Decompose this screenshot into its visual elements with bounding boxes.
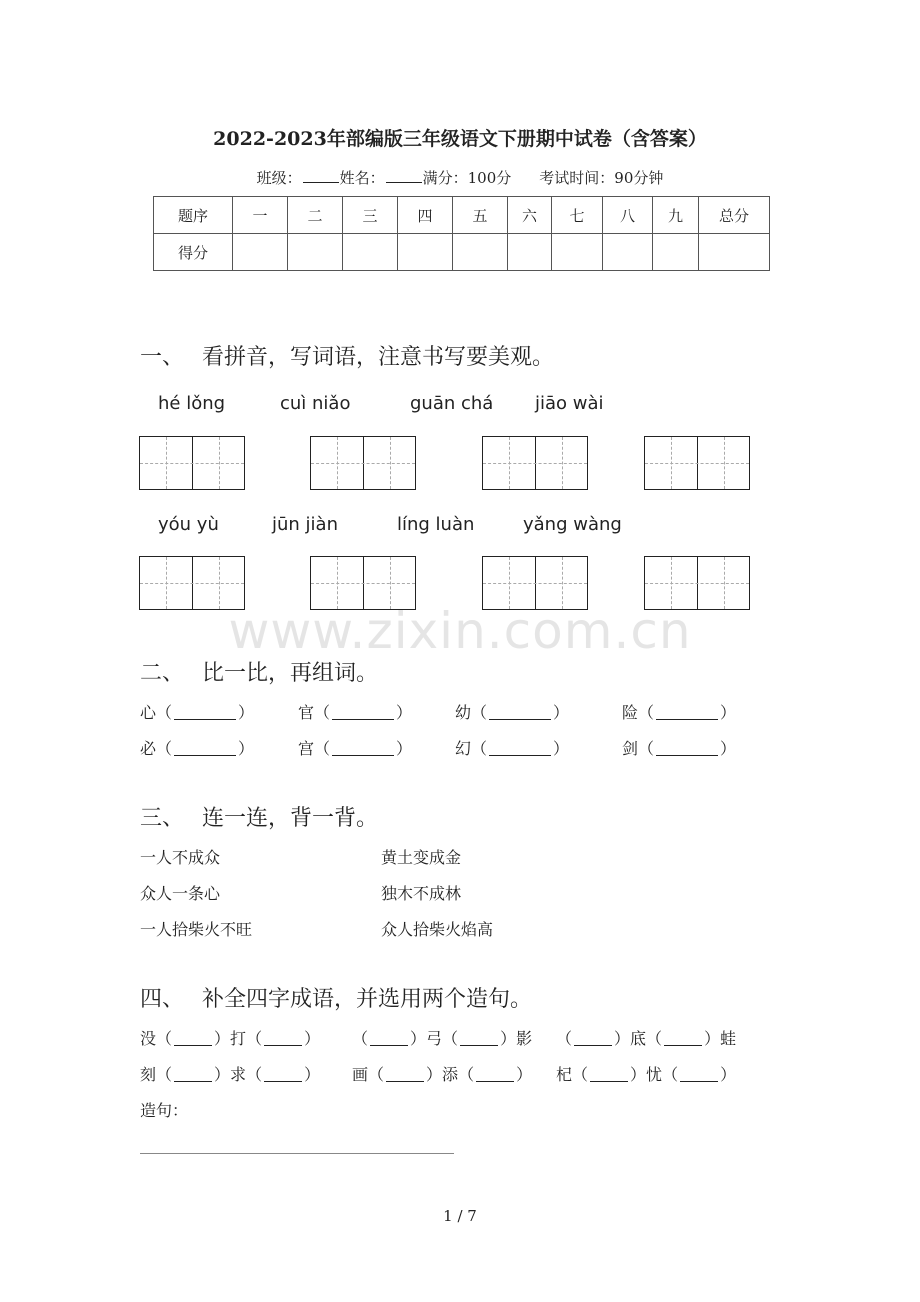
idiom-blank[interactable]: [574, 1033, 612, 1046]
answer-blank[interactable]: [489, 743, 551, 756]
idiom-item: （ ）弓（ ）影: [352, 1029, 533, 1048]
pinyin: cuì niǎo: [280, 393, 351, 414]
compare-item: 险（ ）: [622, 703, 737, 722]
idiom-char: 底: [630, 1029, 647, 1048]
pinyin: jūn jiàn: [272, 514, 338, 535]
header-cell: 五: [453, 197, 508, 234]
compare-char: 宫: [298, 739, 315, 758]
section-1-heading: [140, 340, 554, 371]
sentence-writing-line[interactable]: [140, 1153, 454, 1154]
idiom-char: 打: [230, 1029, 247, 1048]
section-3-heading: [140, 801, 378, 832]
name-label: 姓名：: [339, 169, 385, 187]
score-table-header-row: [154, 197, 770, 234]
section-title: 看拼音，写词语，注意书写要美观。: [202, 345, 555, 370]
score-cell[interactable]: [508, 234, 552, 271]
watermark: www.zixin.com.cn: [228, 602, 692, 660]
match-left-item[interactable]: 一人拾柴火不旺: [140, 920, 253, 939]
compare-char: 险: [622, 703, 639, 722]
exam-info: [0, 167, 920, 188]
sentence-label: 造句：: [140, 1101, 189, 1120]
writing-grid[interactable]: [139, 436, 245, 490]
header-cell: 八: [603, 197, 653, 234]
compare-item: 幼（ ）: [455, 703, 570, 722]
idiom-blank[interactable]: [370, 1033, 408, 1046]
answer-blank[interactable]: [174, 743, 236, 756]
idiom-char: 忧: [646, 1065, 663, 1084]
section-number: 三、: [140, 806, 185, 831]
answer-blank[interactable]: [656, 707, 718, 720]
pinyin: guān chá: [410, 393, 494, 414]
compare-char: 幼: [455, 703, 472, 722]
score-cell[interactable]: [398, 234, 453, 271]
section-number: 一、: [140, 345, 185, 370]
header-cell: 一: [233, 197, 288, 234]
score-cell[interactable]: [653, 234, 699, 271]
match-right-item[interactable]: 黄土变成金: [381, 848, 462, 867]
writing-grid[interactable]: [644, 436, 750, 490]
header-cell: 三: [343, 197, 398, 234]
section-2-heading: [140, 656, 378, 687]
compare-char: 心: [140, 703, 157, 722]
section-title: 比一比，再组词。: [202, 661, 379, 686]
idiom-blank[interactable]: [264, 1069, 302, 1082]
compare-item: 官（ ）: [298, 703, 413, 722]
idiom-blank[interactable]: [476, 1069, 514, 1082]
match-left-item[interactable]: 一人不成众: [140, 848, 221, 867]
answer-blank[interactable]: [332, 707, 394, 720]
idiom-char: 蛙: [720, 1029, 737, 1048]
idiom-blank[interactable]: [664, 1033, 702, 1046]
pinyin: jiāo wài: [535, 393, 604, 414]
header-cell: 四: [398, 197, 453, 234]
match-left-item[interactable]: 众人一条心: [140, 884, 221, 903]
section-number: 二、: [140, 661, 185, 686]
compare-item: 心（ ）: [140, 703, 255, 722]
compare-item: 剑（ ）: [622, 739, 737, 758]
answer-blank[interactable]: [332, 743, 394, 756]
idiom-blank[interactable]: [264, 1033, 302, 1046]
score-cell[interactable]: [552, 234, 603, 271]
compare-char: 幻: [455, 739, 472, 758]
idiom-item: 杞（ ）忧（ ）: [556, 1065, 737, 1084]
class-label: 班级：: [256, 169, 302, 187]
idiom-item: （ ）底（ ）蛙: [556, 1029, 737, 1048]
score-label: 满分：100分: [422, 169, 512, 187]
idiom-char: 影: [516, 1029, 533, 1048]
idiom-item: 刻（ ）求（ ）: [140, 1065, 321, 1084]
pinyin: líng luàn: [397, 514, 475, 535]
header-cell: 二: [288, 197, 343, 234]
section-title: 连一连，背一背。: [202, 806, 379, 831]
header-cell: 六: [508, 197, 552, 234]
section-title: 补全四字成语，并选用两个造句。: [202, 987, 533, 1012]
writing-grid[interactable]: [310, 436, 416, 490]
pinyin: hé lǒng: [158, 393, 226, 414]
page-title: 2022-2023年部编版三年级语文下册期中试卷（含答案）: [213, 128, 707, 150]
score-cell[interactable]: [233, 234, 288, 271]
idiom-char: 弓: [426, 1029, 443, 1048]
idiom-char: 杞: [556, 1065, 573, 1084]
score-cell[interactable]: [453, 234, 508, 271]
compare-item: 宫（ ）: [298, 739, 413, 758]
idiom-char: 求: [230, 1065, 247, 1084]
match-right-item[interactable]: 独木不成林: [381, 884, 462, 903]
idiom-char: 刻: [140, 1065, 157, 1084]
idiom-char: 添: [442, 1065, 459, 1084]
section-4-heading: [140, 982, 532, 1013]
score-table: [153, 196, 770, 271]
idiom-blank[interactable]: [590, 1069, 628, 1082]
score-cell[interactable]: [603, 234, 653, 271]
header-cell: 题序: [154, 197, 233, 234]
idiom-blank[interactable]: [174, 1069, 212, 1082]
pinyin: yóu yù: [158, 514, 219, 535]
header-cell: 九: [653, 197, 699, 234]
answer-blank[interactable]: [656, 743, 718, 756]
score-table-score-row: [154, 234, 770, 271]
header-cell: 七: [552, 197, 603, 234]
score-cell[interactable]: [288, 234, 343, 271]
class-blank[interactable]: [303, 182, 339, 183]
score-cell[interactable]: [699, 234, 770, 271]
pinyin: yǎng wàng: [523, 514, 622, 535]
compare-char: 官: [298, 703, 315, 722]
idiom-blank[interactable]: [460, 1033, 498, 1046]
writing-grid[interactable]: [482, 436, 588, 490]
time-label: 考试时间：90分钟: [539, 169, 664, 187]
compare-item: 幻（ ）: [455, 739, 570, 758]
idiom-char: 画: [352, 1065, 369, 1084]
answer-blank[interactable]: [174, 707, 236, 720]
idiom-blank[interactable]: [680, 1069, 718, 1082]
idiom-item: 没（ ）打（ ）: [140, 1029, 321, 1048]
idiom-char: 没: [140, 1029, 157, 1048]
header-cell: 总分: [699, 197, 770, 234]
idiom-blank[interactable]: [386, 1069, 424, 1082]
page-number: 1 / 7: [443, 1207, 477, 1225]
compare-char: 剑: [622, 739, 639, 758]
row-label: 得分: [154, 234, 233, 271]
score-cell[interactable]: [343, 234, 398, 271]
section-number: 四、: [140, 987, 185, 1012]
match-right-item[interactable]: 众人拾柴火焰高: [381, 920, 494, 939]
answer-blank[interactable]: [489, 707, 551, 720]
idiom-blank[interactable]: [174, 1033, 212, 1046]
compare-item: 必（ ）: [140, 739, 255, 758]
idiom-item: 画（ ）添（ ）: [352, 1065, 533, 1084]
name-blank[interactable]: [386, 182, 422, 183]
compare-char: 必: [140, 739, 157, 758]
